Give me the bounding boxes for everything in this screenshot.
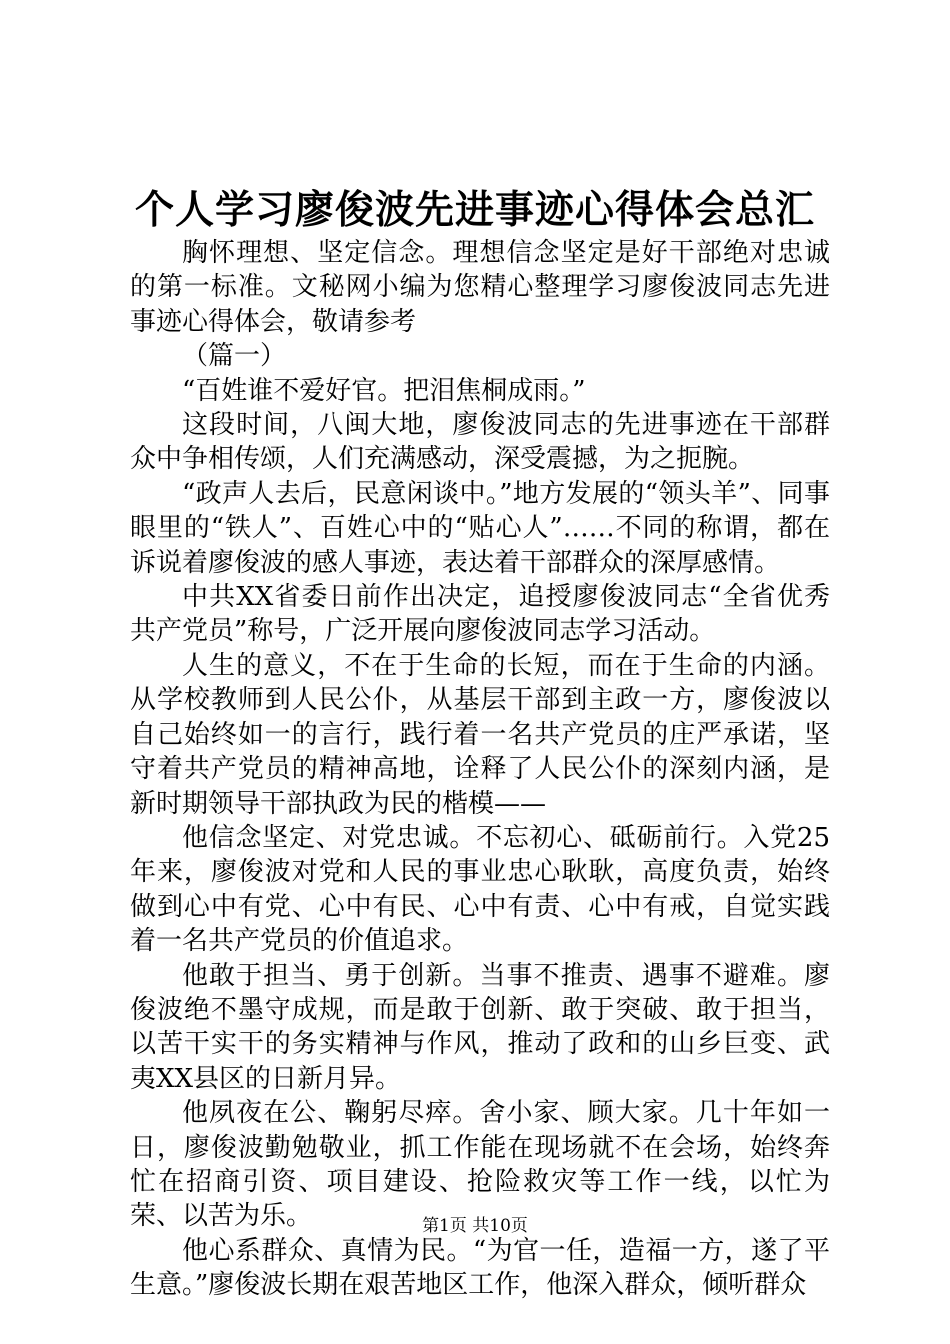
paragraph: 人生的意义，不在于生命的长短，而在于生命的内涵。从学校教师到人民公仆，从基层干部到主政一方，廖俊波以自己始终如一的言行，践行着一名共产党员的庄严承诺，坚守着共产党员的精神高地，诠释了人民公仆的深刻内涵，是新时期领导干部执政为民的楷模—— xyxy=(130,650,830,819)
paragraph: 这段时间，八闽大地，廖俊波同志的先进事迹在干部群众中争相传颂，人们充满感动，深受震撼，为之扼腕。 xyxy=(130,410,830,475)
paragraph: 他信念坚定、对党忠诚。不忘初心、砥砺前行。入党25年来，廖俊波对党和人民的事业忠心耿耿，高度负责，始终做到心中有党、心中有民、心中有责、心中有戒，自觉实践着一名共产党员的价值追求。 xyxy=(130,822,830,957)
paragraph: 他敢于担当、勇于创新。当事不推责、遇事不避难。廖俊波绝不墨守成规，而是敢于创新、敢于突破、敢于担当，以苦干实干的务实精神与作风，推动了政和的山乡巨变、武夷XX县区的日新月异。 xyxy=(130,960,830,1094)
paragraph-section-label: （篇一） xyxy=(182,341,287,372)
paragraph: 他心系群众、真情为民。“为官一任，造福一方，遂了平生意。”廖俊波长期在艰苦地区工作，他深入群众，倾听群众 xyxy=(130,1235,830,1301)
paragraph: 中共XX省委日前作出决定，追授廖俊波同志“全省优秀共产党员”称号，广泛开展向廖俊波同志学习活动。 xyxy=(130,582,830,647)
document-title: 个人学习廖俊波先进事迹心得体会总汇 xyxy=(134,187,815,233)
paragraph: 他夙夜在公、鞠躬尽瘁。舍小家、顾大家。几十年如一日，廖俊波勤勉敬业，抓工作能在现场就不在会场，始终奔忙在招商引资、项目建设、抢险救灾等工作一线，以忙为荣、以苦为乐。 xyxy=(130,1098,830,1232)
paragraph-intro: 胸怀理想、坚定信念。理想信念坚定是好干部绝对忠诚的第一标准。文秘网小编为您精心整理学习廖俊波同志先进事迹心得体会，敬请参考 xyxy=(130,238,830,337)
paragraph: “政声人去后，民意闲谈中。”地方发展的“领头羊”、同事眼里的“铁人”、百姓心中的“贴心人”……不同的称谓，都在诉说着廖俊波的感人事迹，表达着干部群众的深厚感情。 xyxy=(130,478,830,578)
paragraph-quote: “百姓谁不爱好官。把泪焦桐成雨。” xyxy=(182,375,586,406)
page-number-footer: 第1页 共10页 xyxy=(422,1216,528,1236)
document-body xyxy=(130,236,830,1303)
